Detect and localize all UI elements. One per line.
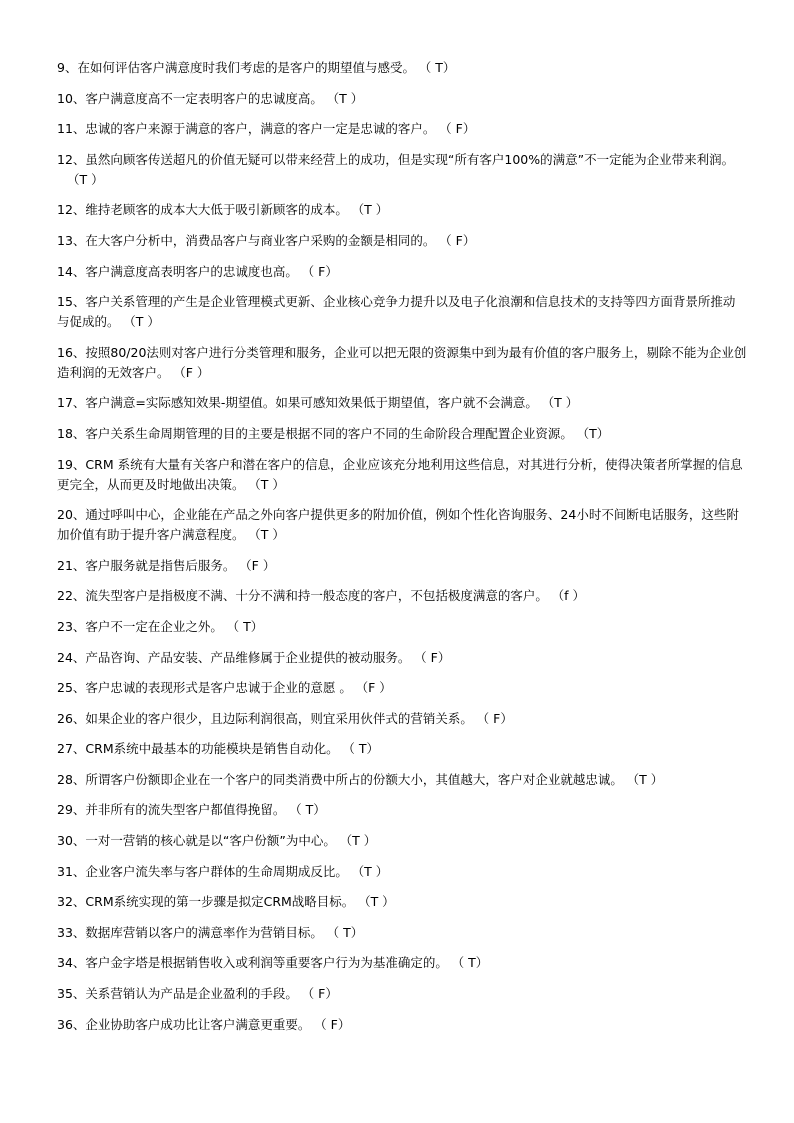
question-item <box>57 505 747 545</box>
question-item <box>57 892 747 912</box>
question-answer: （T ） <box>254 476 285 492</box>
question-item <box>57 200 747 220</box>
question-text: 产品咨询、产品安装、产品维修属于企业提供的被动服务。 <box>85 649 411 665</box>
question-text: 数据库营销以客户的满意率作为营销目标。 <box>85 924 323 940</box>
question-item <box>57 800 747 820</box>
question-number: 9、 <box>57 60 78 75</box>
question-item <box>57 586 747 606</box>
question-answer: （T ） <box>345 833 377 849</box>
question-number: 35、 <box>57 986 86 1002</box>
question-number: 11、 <box>57 121 86 137</box>
question-text: 客户满意=实际感知效果-期望值。如果可感知效果低于期望值，客户就不会满意。 <box>85 395 538 411</box>
question-answer: （ T） <box>348 741 379 757</box>
question-answer: （T ） <box>547 395 579 411</box>
question-text: CRM 系统有大量有关客户和潜在客户的信息，企业应该充分地利用这些信息，对其进行分析，使得决策者所掌握的信息更完全，从而更及时地做出决策。 <box>57 456 743 492</box>
question-text: 虽然向顾客传送超凡的价值无疑可以带来经营上的成功，但是实现“所有客户100%的满意”不一定能为企业带来利润。 <box>85 151 735 167</box>
question-text: 通过呼叫中心，企业能在产品之外向客户提供更多的附加价值，例如个性化咨询服务、24小时不间断电话服务，这些附加价值有助于提升客户满意程度。 <box>57 507 739 543</box>
question-item <box>57 231 747 251</box>
question-text: 所谓客户份额即企业在一个客户的同类消费中所占的份额大小，其值越大，客户对企业就越忠诚。 <box>85 771 623 787</box>
question-text: 客户满意度高不一定表明客户的忠诚度高。 <box>85 90 323 106</box>
question-item <box>57 678 747 698</box>
question-item <box>57 89 747 109</box>
question-text: 在如何评估客户满意度时我们考虑的是客户的期望值与感受。 <box>77 60 415 75</box>
question-answer: （ T） <box>424 60 456 75</box>
question-item <box>57 1015 747 1035</box>
question-number: 12、 <box>57 202 86 218</box>
question-number: 32、 <box>57 894 86 910</box>
question-answer: （T ） <box>632 771 664 787</box>
question-item <box>57 648 747 668</box>
question-text: 客户关系生命周期管理的目的主要是根据不同的客户不同的生命阶段合理配置企业资源。 <box>85 425 573 441</box>
question-answer: （ F） <box>420 649 451 665</box>
question-answer: （F ） <box>361 680 392 696</box>
question-number: 27、 <box>57 741 86 757</box>
question-number: 16、 <box>57 344 86 360</box>
question-item <box>57 709 747 729</box>
question-answer: （T ） <box>357 202 389 218</box>
question-text: 维持老顾客的成本大大低于吸引新顾客的成本。 <box>85 202 348 218</box>
question-number: 10、 <box>57 90 86 106</box>
question-answer: （T） <box>582 425 610 441</box>
question-number: 20、 <box>57 507 86 523</box>
question-answer: （T ） <box>67 171 104 187</box>
question-text: 关系营销认为产品是企业盈利的手段。 <box>85 986 298 1002</box>
question-item <box>57 923 747 943</box>
question-item <box>57 292 747 332</box>
question-text: 如果企业的客户很少，且边际利润很高，则宜采用伙伴式的营销关系。 <box>85 710 473 726</box>
question-item <box>57 150 747 190</box>
question-text: 客户金字塔是根据销售收入或利润等重要客户行为为基准确定的。 <box>85 955 448 971</box>
question-item <box>57 770 747 790</box>
question-item <box>57 831 747 851</box>
question-text: 流失型客户是指极度不满、十分不满和持一般态度的客户，不包括极度满意的客户。 <box>85 588 548 604</box>
question-answer: （ F） <box>445 232 476 248</box>
question-answer: （f ） <box>557 588 586 604</box>
question-answer: （ T） <box>232 618 264 634</box>
question-number: 18、 <box>57 425 86 441</box>
question-text: 在大客户分析中，消费品客户与商业客户采购的金额是相同的。 <box>85 232 436 248</box>
question-answer: （ T） <box>332 924 364 940</box>
question-answer: （ F） <box>307 263 338 279</box>
question-item <box>57 393 747 413</box>
question-item <box>57 343 747 383</box>
question-answer: （T ） <box>357 863 389 879</box>
document-page <box>57 58 747 1045</box>
question-text: 按照80/20法则对客户进行分类管理和服务，企业可以把无限的资源集中到为最有价值的客户服务上，剔除不能为企业创造利润的无效客户。 <box>57 344 747 380</box>
question-item <box>57 262 747 282</box>
question-number: 22、 <box>57 588 86 604</box>
question-text: CRM系统中最基本的功能模块是销售自动化。 <box>85 741 339 757</box>
question-item <box>57 953 747 973</box>
question-answer: （T ） <box>332 90 364 106</box>
question-item <box>57 739 747 759</box>
question-number: 28、 <box>57 771 86 787</box>
question-answer: （F ） <box>245 557 276 573</box>
question-text: 客户服务就是指售后服务。 <box>85 557 236 573</box>
question-number: 24、 <box>57 649 86 665</box>
question-number: 33、 <box>57 924 86 940</box>
question-item <box>57 556 747 576</box>
question-text: 忠诚的客户来源于满意的客户，满意的客户一定是忠诚的客户。 <box>85 121 436 137</box>
question-number: 13、 <box>57 232 86 248</box>
question-answer: （T ） <box>364 894 395 910</box>
question-item <box>57 984 747 1004</box>
question-text: 企业客户流失率与客户群体的生命周期成反比。 <box>85 863 348 879</box>
question-number: 17、 <box>57 395 86 411</box>
question-answer: （T ） <box>129 314 160 330</box>
question-number: 26、 <box>57 710 86 726</box>
question-text: 客户满意度高表明客户的忠诚度也高。 <box>85 263 298 279</box>
question-text: CRM系统实现的第一步骤是拟定CRM战略目标。 <box>85 894 355 910</box>
question-item <box>57 58 747 78</box>
question-answer: （F ） <box>179 364 210 380</box>
question-number: 23、 <box>57 618 86 634</box>
question-number: 29、 <box>57 802 86 818</box>
question-text: 客户关系管理的产生是企业管理模式更新、企业核心竞争力提升以及电子化浪潮和信息技术的支持等四方面背景所推动与促成的。 <box>57 294 736 330</box>
question-number: 19、 <box>57 456 86 472</box>
question-answer: （ F） <box>482 710 513 726</box>
question-number: 14、 <box>57 263 86 279</box>
question-number: 30、 <box>57 833 86 849</box>
question-item <box>57 119 747 139</box>
question-text: 客户不一定在企业之外。 <box>85 618 223 634</box>
question-answer: （ F） <box>445 121 476 137</box>
question-number: 21、 <box>57 557 86 573</box>
question-item <box>57 455 747 495</box>
question-text: 一对一营销的核心就是以“客户份额”为中心。 <box>85 833 336 849</box>
question-text: 企业协助客户成功比让客户满意更重要。 <box>85 1016 311 1032</box>
question-item <box>57 862 747 882</box>
question-number: 31、 <box>57 863 86 879</box>
question-answer: （ F） <box>320 1016 351 1032</box>
question-item <box>57 617 747 637</box>
question-number: 12、 <box>57 151 86 167</box>
question-item <box>57 424 747 444</box>
question-answer: （ T） <box>295 802 326 818</box>
question-answer: （T ） <box>254 527 285 543</box>
question-number: 15、 <box>57 294 86 310</box>
question-answer: （ T） <box>457 955 489 971</box>
question-answer: （ F） <box>307 986 338 1002</box>
question-number: 34、 <box>57 955 86 971</box>
question-number: 25、 <box>57 680 86 696</box>
question-text: 并非所有的流失型客户都值得挽留。 <box>85 802 286 818</box>
question-text: 客户忠诚的表现形式是客户忠诚于企业的意愿 。 <box>85 680 352 696</box>
question-number: 36、 <box>57 1016 86 1032</box>
